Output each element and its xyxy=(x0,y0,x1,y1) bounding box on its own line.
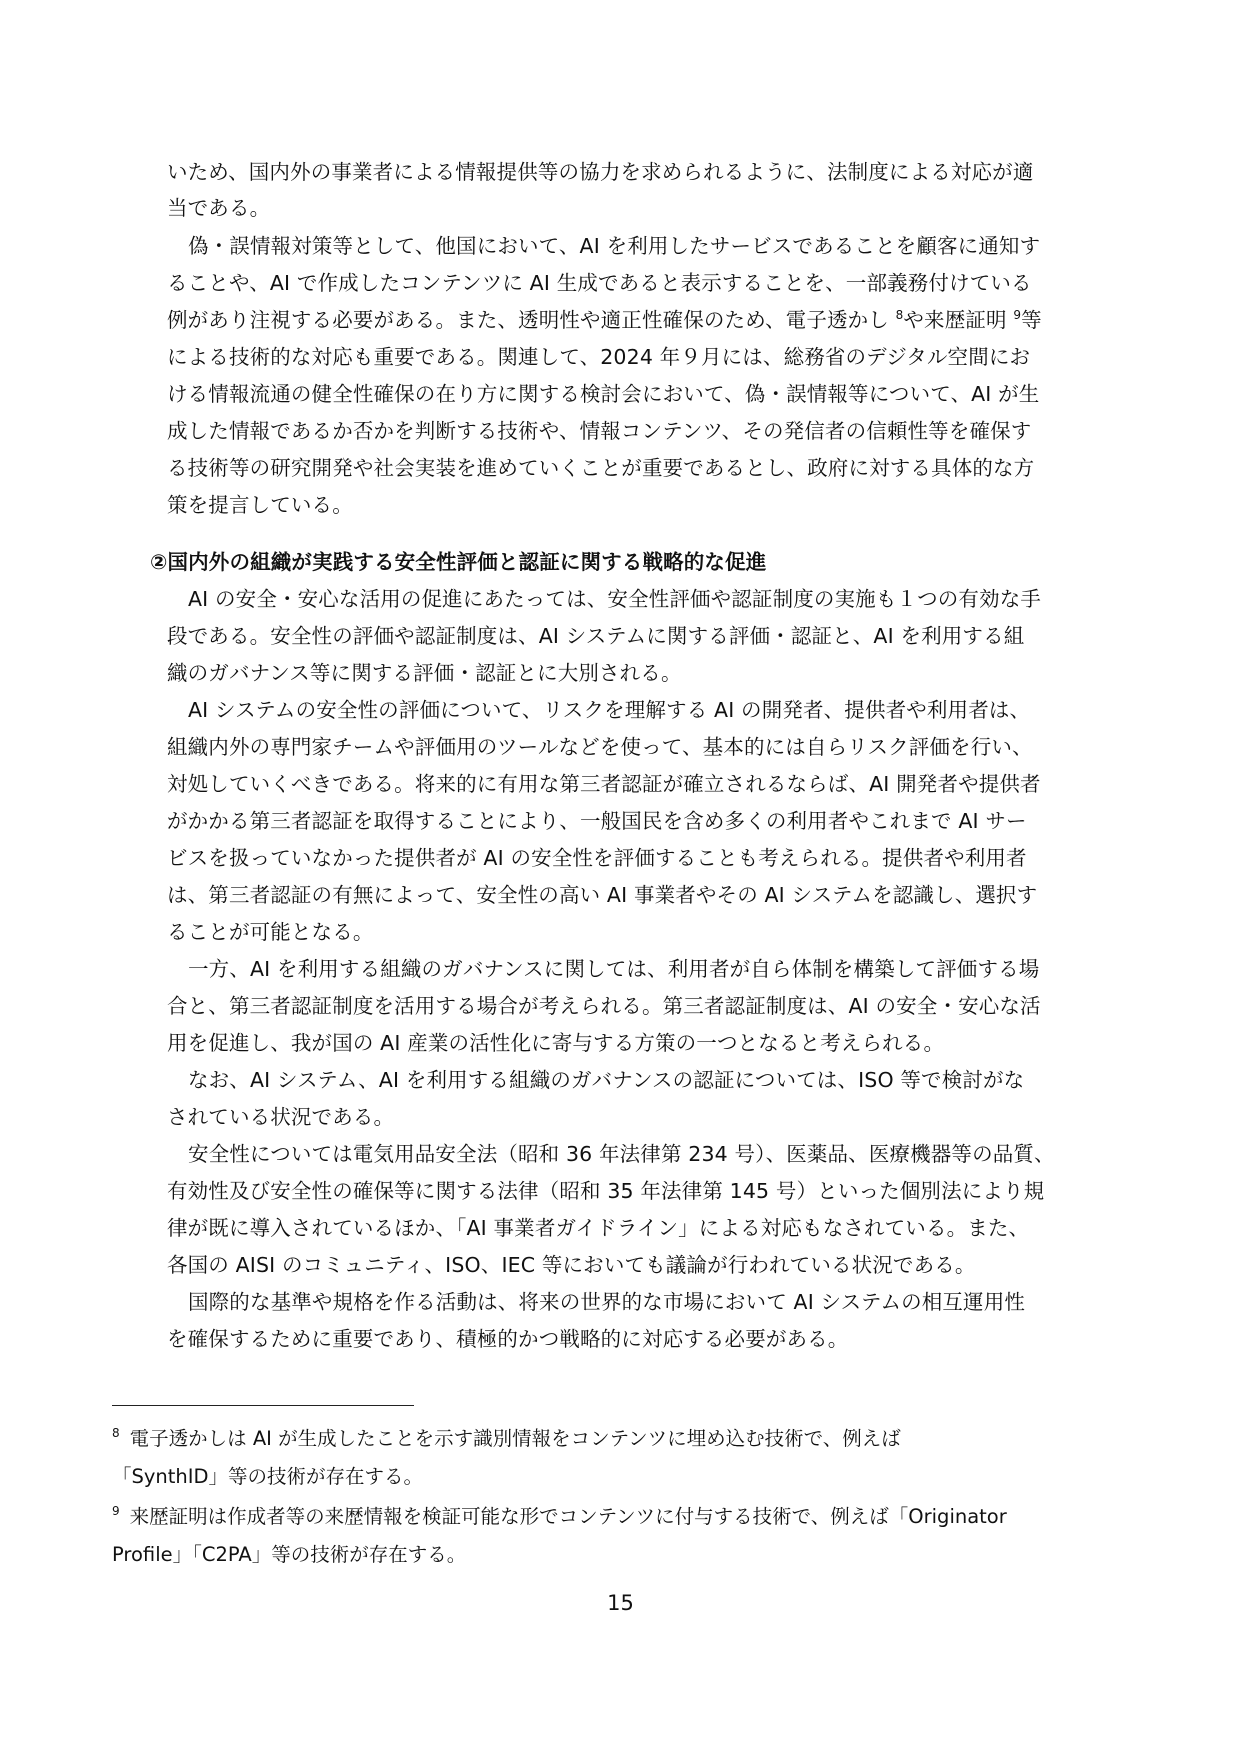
body-line: 当である。 xyxy=(167,196,271,220)
footnote-separator xyxy=(112,1405,414,1406)
body-line: 国際的な基準や規格を作る活動は、将来の世界的な市場において AI システムの相互運用性 xyxy=(188,1290,1025,1314)
body-line: 成した情報であるか否かを判断する技術や、情報コンテンツ、その発信者の信頼性等を確保す xyxy=(167,419,1032,443)
body-line: による技術的な対応も重要である。関連して、2024 年９月には、総務省のデジタル空間にお xyxy=(167,345,1031,369)
body-line-with-footnote-refs xyxy=(167,305,1127,335)
footnote-8-continued: 「SynthID」等の技術が存在する。 xyxy=(112,1465,424,1488)
footnote-text: 来歴証明は作成者等の来歴情報を検証可能な形でコンテンツに付与する技術で、例えば「Originator xyxy=(129,1505,1007,1528)
body-line: いため、国内外の事業者による情報提供等の協力を求められるように、法制度による対応が適 xyxy=(167,160,1034,184)
body-line: ビスを扱っていなかった提供者が AI の安全性を評価することも考えられる。提供者や利用者 xyxy=(167,846,1027,870)
body-line: されている状況である。 xyxy=(167,1105,395,1129)
body-line: 有効性及び安全性の確保等に関する法律（昭和 35 年法律第 145 号）といった個別法により規 xyxy=(167,1179,1045,1203)
body-line: ることや、AI で作成したコンテンツに AI 生成であると表示することを、一部義務付けている xyxy=(167,271,1032,295)
body-line: 織のガバナンス等に関する評価・認証とに大別される。 xyxy=(167,661,682,685)
body-line: ける情報流通の健全性確保の在り方に関する検討会において、偽・誤情報等について、AI が生 xyxy=(167,382,1040,406)
section-heading: ②国内外の組織が実践する安全性評価と認証に関する戦略的な促進 xyxy=(150,550,767,574)
body-line: 策を提言している。 xyxy=(167,493,353,517)
text-fragment: 例があり注視する必要がある。また、透明性や適正性確保のため、電子透かし xyxy=(167,308,896,332)
body-line: 律が既に導入されているほか、「AI 事業者ガイドライン」による対応もなされている。また、 xyxy=(167,1216,1030,1240)
body-line: 組織内外の専門家チームや評価用のツールなどを使って、基本的には自らリスク評価を行い、 xyxy=(167,735,1033,759)
footnote-9-continued: Profile」「C2PA」等の技術が存在する。 xyxy=(112,1543,467,1566)
body-line: る技術等の研究開発や社会実装を進めていくことが重要であるとし、政府に対する具体的な方 xyxy=(167,456,1035,480)
body-line: 対処していくべきである。将来的に有用な第三者認証が確立されるならば、AI 開発者や提供者 xyxy=(167,772,1041,796)
body-line: なお、AI システム、AI を利用する組織のガバナンスの認証については、ISO 等で検討がな xyxy=(188,1068,1025,1092)
text-fragment: や来歴証明 xyxy=(903,308,1014,332)
body-line: を確保するために重要であり、積極的かつ戦略的に対応する必要がある。 xyxy=(167,1327,849,1351)
body-line: AI システムの安全性の評価について、リスクを理解する AI の開発者、提供者や利用者は、 xyxy=(188,698,1031,722)
footnote-text: 電子透かしは AI が生成したことを示す識別情報をコンテンツに埋め込む技術で、例えば xyxy=(129,1427,901,1450)
footnote-ref-8[interactable]: 8 xyxy=(895,308,904,322)
body-line: は、第三者認証の有無によって、安全性の高い AI 事業者やその AI システムを認識し、選択す xyxy=(167,883,1038,907)
body-line: 用を促進し、我が国の AI 産業の活性化に寄与する方策の一つとなると考えられる。 xyxy=(167,1031,945,1055)
footnote-mark: 8 xyxy=(112,1426,120,1440)
body-line: AI の安全・安心な活用の促進にあたっては、安全性評価や認証制度の実施も１つの有効な手 xyxy=(188,587,1042,611)
body-line: 偽・誤情報対策等として、他国において、AI を利用したサービスであることを顧客に通知す xyxy=(188,234,1041,258)
body-line: 段である。安全性の評価や認証制度は、AI システムに関する評価・認証と、AI を利用する組 xyxy=(167,624,1025,648)
body-line: 合と、第三者認証制度を活用する場合が考えられる。第三者認証制度は、AI の安全・安心な活 xyxy=(167,994,1041,1018)
page-number: 15 xyxy=(607,1591,634,1615)
footnote-8 xyxy=(112,1424,1132,1454)
footnote-mark: 9 xyxy=(112,1504,120,1518)
body-line: ることが可能となる。 xyxy=(167,920,374,944)
body-line: 安全性については電気用品安全法（昭和 36 年法律第 234 号）、医薬品、医療機器等の品質、 xyxy=(188,1142,1055,1166)
body-line: がかかる第三者認証を取得することにより、一般国民を含め多くの利用者やこれまで AI サー xyxy=(167,809,1027,833)
text-fragment: 等 xyxy=(1021,308,1042,332)
body-line: 一方、AI を利用する組織のガバナンスに関しては、利用者が自ら体制を構築して評価する場 xyxy=(188,957,1040,981)
footnote-ref-9[interactable]: 9 xyxy=(1013,308,1022,322)
body-line: 各国の AISI のコミュニティ、ISO、IEC 等においても議論が行われている状況である。 xyxy=(167,1253,976,1277)
footnote-9 xyxy=(112,1502,1132,1532)
